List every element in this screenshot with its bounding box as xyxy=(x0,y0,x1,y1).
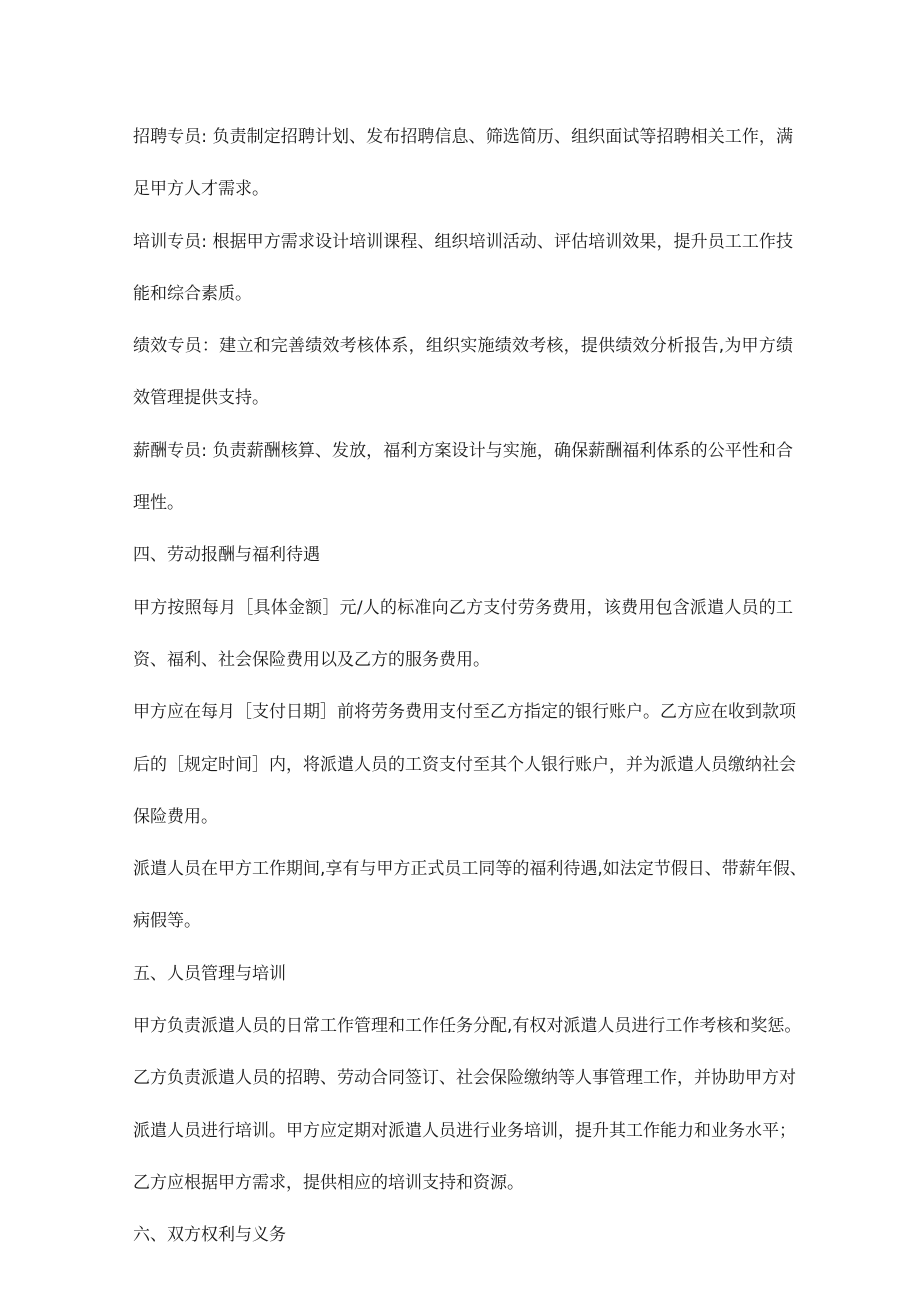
text-line: 甲方应在每月［支付日期］前将劳务费用支付至乙方指定的银行账户。乙方应在收到款项 xyxy=(133,702,796,723)
text-line: 能和综合素质。 xyxy=(133,283,252,304)
text-line: 招聘专员: 负责制定招聘计划、发布招聘信息、筛选简历、组织面试等招聘相关工作，满 xyxy=(133,127,793,147)
text-line: 派遣人员在甲方工作期间,享有与甲方正式员工同等的福利待遇,如法定节假日、带薪年假、 xyxy=(133,859,807,880)
text-line: 绩效专员：建立和完善绩效考核体系，组织实施绩效考核，提供绩效分析报告,为甲方绩 xyxy=(133,336,793,357)
text-line: 病假等。 xyxy=(133,911,201,932)
text-line: 乙方应根据甲方需求，提供相应的培训支持和资源。 xyxy=(133,1172,524,1193)
text-line: 保险费用。 xyxy=(133,806,218,827)
text-line: 甲方负责派遣人员的日常工作管理和工作任务分配,有权对派遣人员进行工作考核和奖惩。 xyxy=(133,1016,802,1037)
text-line: 薪酬专员: 负责薪酬核算、发放，福利方案设计与实施，确保薪酬福利体系的公平性和合 xyxy=(133,440,793,461)
text-line: 理性。 xyxy=(133,493,184,514)
text-line: 效管理提供支持。 xyxy=(133,388,269,409)
text-line: 后的［规定时间］内，将派遣人员的工资支付至其个人银行账户，并为派遣人员缴纳社会 xyxy=(133,754,796,775)
section-heading: 五、人员管理与培训 xyxy=(133,963,286,984)
text-line: 足甲方人才需求。 xyxy=(133,179,269,200)
document-body xyxy=(133,118,807,1269)
text-line: 培训专员: 根据甲方需求设计培训课程、组织培训活动、评估培训效果，提升员工工作技 xyxy=(133,231,793,252)
section-heading: 六、双方权利与义务 xyxy=(133,1225,286,1246)
text-line: 派遣人员进行培训。甲方应定期对派遣人员进行业务培训，提升其工作能力和业务水平； xyxy=(133,1120,796,1141)
text-line: 资、福利、社会保险费用以及乙方的服务费用。 xyxy=(133,649,490,670)
section-heading: 四、劳动报酬与福利待遇 xyxy=(133,545,320,566)
text-line: 乙方负责派遣人员的招聘、劳动合同签订、社会保险缴纳等人事管理工作，并协助甲方对 xyxy=(133,1068,796,1089)
text-line: 甲方按照每月［具体金额］元/人的标准向乙方支付劳务费用，该费用包含派遣人员的工 xyxy=(133,597,793,618)
